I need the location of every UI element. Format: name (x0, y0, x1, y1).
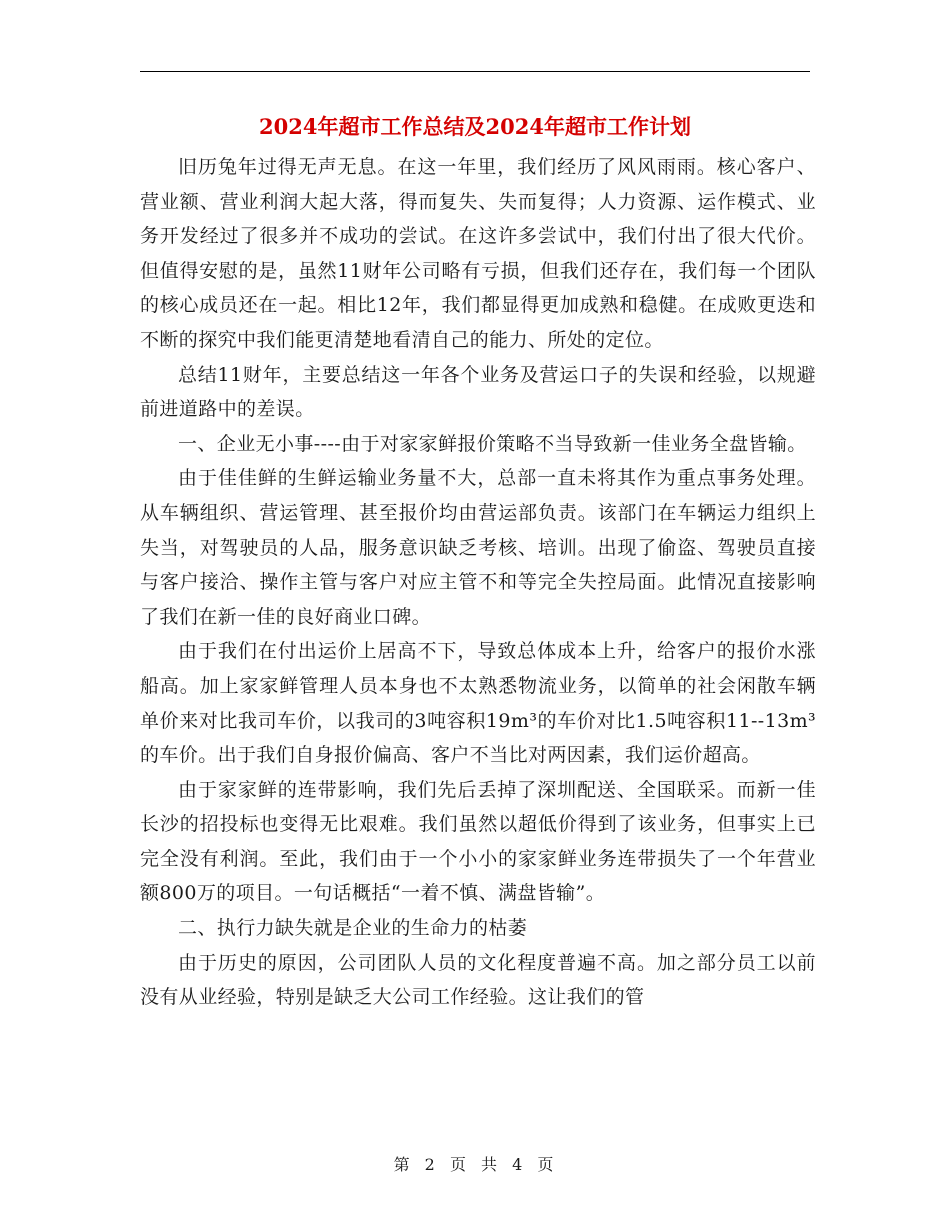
paragraph: 由于家家鲜的连带影响，我们先后丢掉了深圳配送、全国联采。而新一佳长沙的招投标也变得无比艰难。我们虽然以超低价得到了该业务，但事实上已完全没有利润。至此，我们由于一个小小的家家鲜业务连带损失了一个年营业额800万的项目。一句话概括“一着不慎、满盘皆输”。 (140, 778, 816, 905)
document-title: 2024年超市工作总结及2024年超市工作计划 (259, 114, 691, 139)
header-rule (140, 71, 810, 72)
paragraph: 总结11财年，主要总结这一年各个业务及营运口子的失误和经验，以规避前进道路中的差误。 (140, 363, 816, 421)
section-heading: 一、企业无小事----由于对家家鲜报价策略不当导致新一佳业务全盘皆输。 (178, 432, 807, 455)
page-number: 第 2 页 共 4 页 (393, 1155, 557, 1174)
paragraph: 由于历史的原因，公司团队人员的文化程度普遍不高。加之部分员工以前没有从业经验，特别是缺乏大公司工作经验。这让我们的管 (140, 951, 816, 1009)
document-body (140, 150, 816, 1015)
section-heading: 二、执行力缺失就是企业的生命力的枯萎 (178, 917, 528, 940)
paragraph: 由于佳佳鲜的生鲜运输业务量不大，总部一直未将其作为重点事务处理。从车辆组织、营运管理、甚至报价均由营运部负责。该部门在车辆运力组织上失当，对驾驶员的人品，服务意识缺乏考核、培训。出现了偷盗、驾驶员直接与客户接洽、操作主管与客户对应主管不和等完全失控局面。此情况直接影响了我们在新一佳的良好商业口碑。 (140, 467, 816, 628)
paragraph: 由于我们在付出运价上居高不下，导致总体成本上升，给客户的报价水涨船高。加上家家鲜管理人员本身也不太熟悉物流业务，以简单的社会闲散车辆单价来对比我司车价，以我司的3吨容积19m³的车价对比1.5吨容积11--13m³的车价。出于我们自身报价偏高、客户不当比对两因素，我们运价超高。 (140, 640, 816, 767)
paragraph: 旧历兔年过得无声无息。在这一年里，我们经历了风风雨雨。核心客户、营业额、营业利润大起大落，得而复失、失而复得；人力资源、运作模式、业务开发经过了很多并不成功的尝试。在这许多尝试中，我们付出了很大代价。但值得安慰的是，虽然11财年公司略有亏损，但我们还存在，我们每一个团队的核心成员还在一起。相比12年，我们都显得更加成熟和稳健。在成败更迭和不断的探究中我们能更清楚地看清自己的能力、所处的定位。 (140, 156, 816, 351)
